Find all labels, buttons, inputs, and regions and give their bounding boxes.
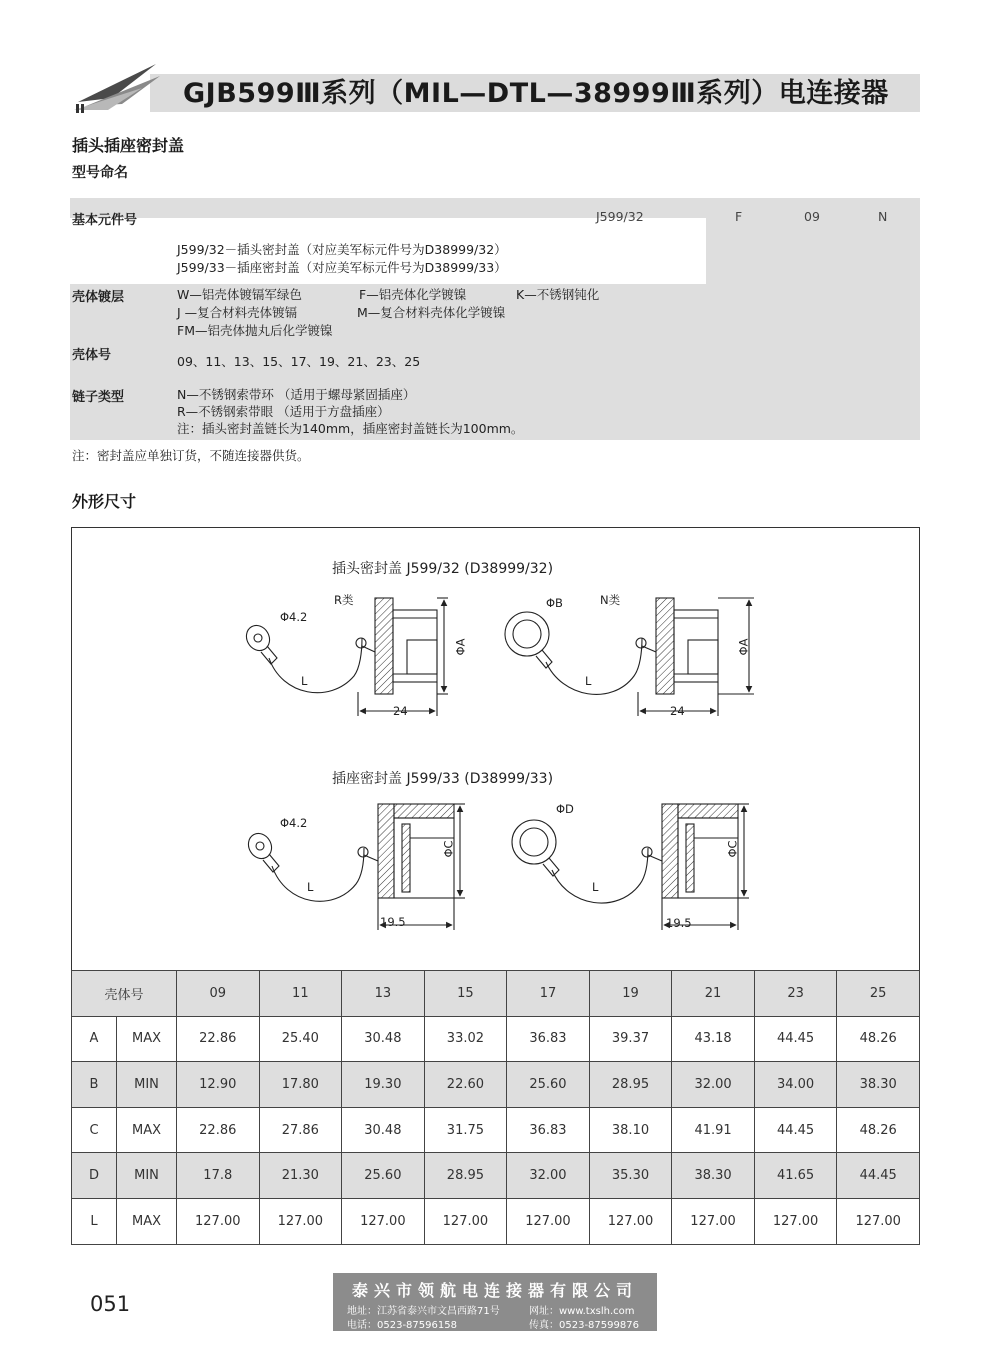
value-cell: 44.45 — [754, 1016, 837, 1062]
value-cell: 17.8 — [177, 1153, 260, 1199]
plating-option-m: M—复合材料壳体化学镀镍 — [357, 305, 506, 320]
limit-cell: MAX — [117, 1107, 177, 1153]
value-cell: 36.83 — [507, 1016, 590, 1062]
outline-drawing — [71, 527, 920, 971]
plating-option-w: W—铝壳体镀镉军绿色 — [177, 287, 302, 302]
value-cell: 17.80 — [259, 1062, 342, 1108]
chain-length-l-label: L — [301, 674, 308, 688]
value-cell: 30.48 — [342, 1107, 425, 1153]
table-header-cell: 25 — [837, 971, 920, 1017]
value-cell: 19.30 — [342, 1062, 425, 1108]
receptacle-cap-caption: 插座密封盖 J599/33 (D38999/33) — [332, 771, 554, 787]
value-cell: 27.86 — [259, 1107, 342, 1153]
dim-code-cell: B — [72, 1062, 117, 1108]
value-cell: 48.26 — [837, 1016, 920, 1062]
value-cell: 25.60 — [507, 1062, 590, 1108]
table-header-cell: 21 — [672, 971, 755, 1017]
dimensions-title: 外形尺寸 — [72, 492, 137, 511]
company-logo-icon — [72, 58, 162, 114]
value-cell: 30.48 — [342, 1016, 425, 1062]
code-base: J599/32 — [596, 209, 644, 224]
phi-d-label: ΦD — [556, 802, 574, 816]
dim-24-label: 24 — [670, 704, 685, 718]
dim-19-5-label: 19.5 — [666, 916, 692, 930]
plating-option-fm: FM—铝壳体抛丸后化学镀镍 — [177, 323, 333, 338]
plating-label: 壳体镀层 — [72, 290, 125, 305]
value-cell: 22.60 — [424, 1062, 507, 1108]
r-type-label: R类 — [334, 593, 354, 607]
page-number: 051 — [90, 1292, 131, 1316]
chain-length-l-label: L — [592, 880, 599, 894]
value-cell: 41.91 — [672, 1107, 755, 1153]
dim-19-5-label: 19.5 — [380, 915, 406, 929]
section-title: 插头插座密封盖 — [72, 136, 185, 155]
value-cell: 127.00 — [177, 1198, 260, 1244]
chain-length-note: 注：插头密封盖链长为140mm，插座密封盖链长为100mm。 — [177, 421, 524, 436]
phi-4-2-label: Φ4.2 — [280, 816, 308, 830]
naming-title: 型号命名 — [72, 165, 128, 181]
value-cell: 38.30 — [672, 1153, 755, 1199]
limit-cell: MIN — [117, 1062, 177, 1108]
chain-option-n: N—不锈钢索带环 （适用于螺母紧固插座） — [177, 387, 416, 402]
value-cell: 33.02 — [424, 1016, 507, 1062]
company-name: 泰兴市领航电连接器有限公司 — [351, 1281, 638, 1300]
value-cell: 25.60 — [342, 1153, 425, 1199]
value-cell: 48.26 — [837, 1107, 920, 1153]
dim-code-cell: L — [72, 1198, 117, 1244]
value-cell: 28.95 — [424, 1153, 507, 1199]
dim-code-cell: C — [72, 1107, 117, 1153]
limit-cell: MAX — [117, 1016, 177, 1062]
value-cell: 36.83 — [507, 1107, 590, 1153]
value-cell: 44.45 — [754, 1107, 837, 1153]
table-header-cell: 11 — [259, 971, 342, 1017]
table-header-row — [72, 971, 920, 1017]
plating-option-f: F—铝壳体化学镀镍 — [359, 287, 467, 302]
table-header-cell: 09 — [177, 971, 260, 1017]
code-chain: N — [878, 209, 888, 224]
value-cell: 41.65 — [754, 1153, 837, 1199]
model-naming-diagram — [70, 198, 920, 440]
n-type-label: N类 — [600, 593, 621, 607]
table-header-cell: 15 — [424, 971, 507, 1017]
value-cell: 127.00 — [837, 1198, 920, 1244]
value-cell: 44.45 — [837, 1153, 920, 1199]
table-header-cell: 19 — [589, 971, 672, 1017]
shell-size-label: 壳体号 — [72, 348, 112, 363]
value-cell: 31.75 — [424, 1107, 507, 1153]
value-cell: 43.18 — [672, 1016, 755, 1062]
chain-option-r: R—不锈钢索带眼 （适用于方盘插座） — [177, 404, 390, 419]
value-cell: 38.30 — [837, 1062, 920, 1108]
code-shell: 09 — [804, 209, 820, 224]
chain-length-l-label: L — [585, 674, 592, 688]
shell-size-values: 09、11、13、15、17、19、21、23、25 — [177, 354, 421, 369]
table-row — [72, 1107, 920, 1153]
table-header-label: 壳体号 — [72, 971, 177, 1017]
chain-type-label: 链子类型 — [72, 390, 125, 405]
plating-option-j: J —复合材料壳体镀镉 — [177, 305, 298, 320]
receptacle-cap-left-drawing — [244, 804, 465, 930]
value-cell: 22.86 — [177, 1107, 260, 1153]
drawing-svg — [72, 528, 921, 972]
table-header-cell: 17 — [507, 971, 590, 1017]
dim-code-cell: D — [72, 1153, 117, 1199]
company-phone: 电话：0523-87596158 — [347, 1320, 457, 1331]
value-cell: 34.00 — [754, 1062, 837, 1108]
value-cell: 127.00 — [342, 1198, 425, 1244]
order-note: 注：密封盖应单独订货，不随连接器供货。 — [72, 448, 310, 463]
limit-cell: MAX — [117, 1198, 177, 1244]
value-cell: 127.00 — [672, 1198, 755, 1244]
phi-c-label: ΦC — [725, 840, 740, 858]
table-row — [72, 1153, 920, 1199]
value-cell: 32.00 — [507, 1153, 590, 1199]
value-cell: 127.00 — [259, 1198, 342, 1244]
company-footer — [333, 1273, 657, 1331]
company-fax: 传真：0523-87599876 — [529, 1320, 639, 1331]
phi-c-label: ΦC — [441, 840, 456, 858]
receptacle-cap-right-drawing — [512, 804, 749, 930]
table-header-cell: 23 — [754, 971, 837, 1017]
plating-option-k: K—不锈钢钝化 — [516, 287, 600, 302]
value-cell: 127.00 — [589, 1198, 672, 1244]
value-cell: 32.00 — [672, 1062, 755, 1108]
base-line-receptacle: J599/33－插座密封盖（对应美军标元件号为D38999/33） — [177, 260, 507, 275]
value-cell: 127.00 — [424, 1198, 507, 1244]
table-row — [72, 1016, 920, 1062]
value-cell: 127.00 — [507, 1198, 590, 1244]
code-plating: F — [735, 209, 743, 224]
limit-cell: MIN — [117, 1153, 177, 1199]
value-cell: 12.90 — [177, 1062, 260, 1108]
value-cell: 127.00 — [754, 1198, 837, 1244]
value-cell: 39.37 — [589, 1016, 672, 1062]
dimension-table — [71, 970, 920, 1245]
plug-cap-n-drawing — [505, 598, 754, 716]
company-website: 网址：www.txslh.com — [529, 1306, 635, 1317]
table-row — [72, 1062, 920, 1108]
table-row — [72, 1198, 920, 1244]
dim-24-label: 24 — [393, 704, 408, 718]
value-cell: 21.30 — [259, 1153, 342, 1199]
base-part-label: 基本元件号 — [72, 213, 138, 228]
company-address: 地址：江苏省泰兴市文昌西路71号 — [347, 1306, 500, 1317]
value-cell: 25.40 — [259, 1016, 342, 1062]
phi-b-label: ΦB — [546, 596, 563, 610]
plug-cap-caption: 插头密封盖 J599/32 (D38999/32) — [332, 561, 554, 577]
value-cell: 35.30 — [589, 1153, 672, 1199]
value-cell: 22.86 — [177, 1016, 260, 1062]
value-cell: 38.10 — [589, 1107, 672, 1153]
phi-4-2-label: Φ4.2 — [280, 610, 308, 624]
plug-cap-r-drawing — [242, 598, 448, 716]
dim-code-cell: A — [72, 1016, 117, 1062]
base-line-plug: J599/32－插头密封盖（对应美军标元件号为D38999/32） — [177, 242, 507, 257]
page-title: GJB599Ⅲ系列（MIL—DTL—38999Ⅲ系列）电连接器 — [183, 78, 889, 109]
table-header-cell: 13 — [342, 971, 425, 1017]
value-cell: 28.95 — [589, 1062, 672, 1108]
phi-a-label: ΦA — [453, 638, 468, 656]
chain-length-l-label: L — [307, 880, 314, 894]
phi-a-label: ΦA — [736, 638, 751, 656]
